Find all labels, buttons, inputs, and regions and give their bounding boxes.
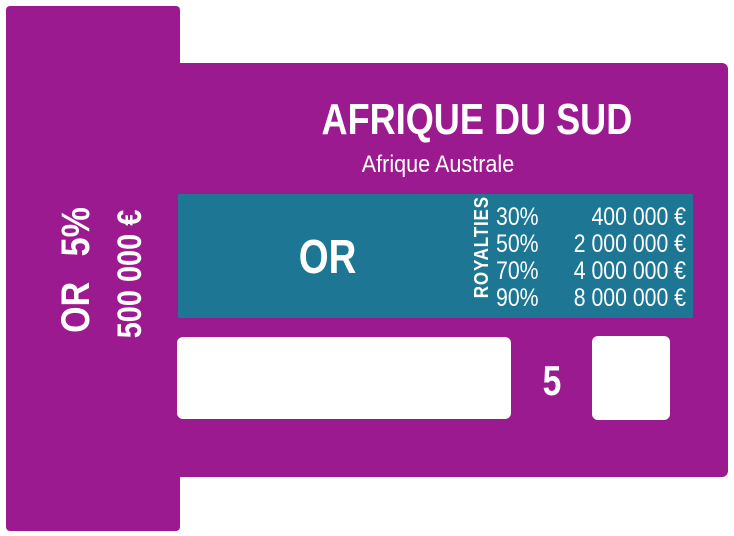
royalty-pct: 70% [496,257,539,285]
side-pct: 5% [54,207,98,257]
resource-label: OR [298,231,357,284]
card-title: AFRIQUE DU SUD [321,95,633,144]
side-resource: OR [54,281,98,333]
royalty-amount: 8 000 000 € [573,284,686,312]
royalty-amount: 2 000 000 € [573,230,686,258]
side-price: 500 000 € [111,209,149,339]
royalty-pct: 50% [496,230,539,258]
royalty-amount: 4 000 000 € [573,257,686,285]
card-subtitle: Afrique Australe [361,151,515,178]
royalty-amount: 400 000 € [591,203,686,231]
royalty-pct: 30% [496,203,539,231]
royalty-row [496,284,686,312]
royalty-row [496,230,686,258]
card-number: 5 [542,357,562,404]
royalty-row [496,257,686,285]
cutout-slot-small [592,336,670,420]
royalty-pct: 90% [496,284,539,312]
side-resource-pct [54,185,98,355]
royalties-label: ROYALTIES [471,196,493,299]
cutout-slot-wide [177,337,511,419]
royalty-row [496,203,686,231]
